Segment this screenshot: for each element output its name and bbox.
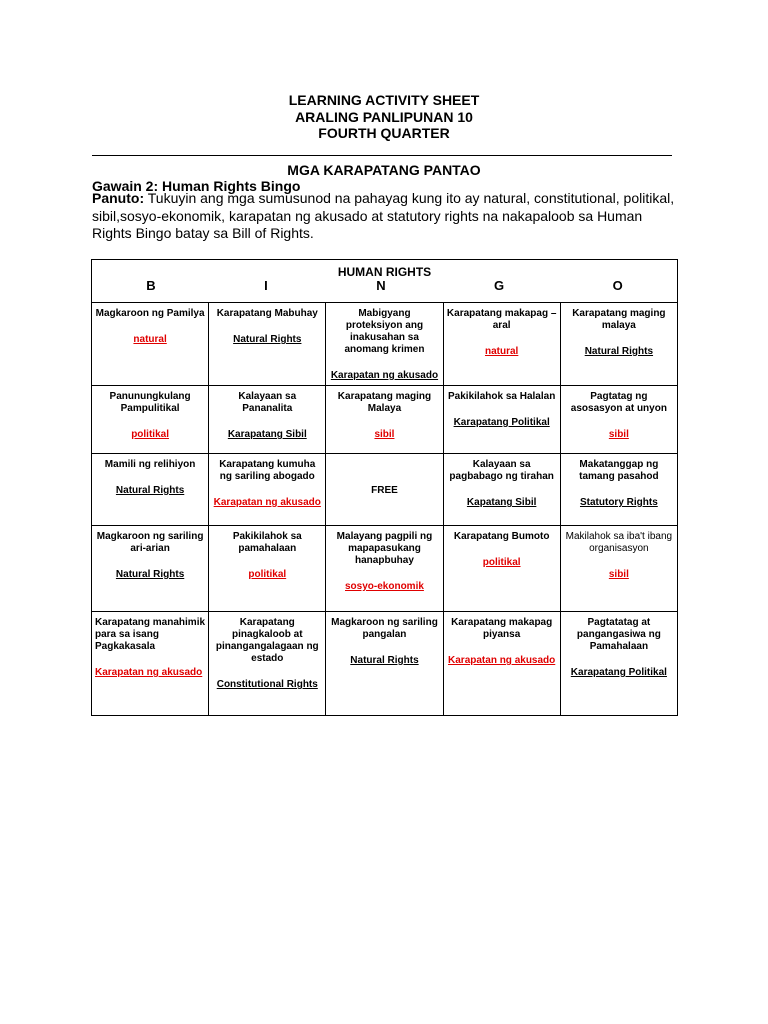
bingo-cell [443,612,560,716]
cell-answer: Karapatan ng akusado [95,667,203,678]
instructions-label: Panuto: [92,190,145,206]
bingo-cell [209,386,326,454]
bingo-cell [560,303,677,386]
bingo-cell [443,454,560,526]
bingo-body [92,303,678,716]
bingo-letter-i: I [264,278,268,293]
bingo-row [92,303,678,386]
bingo-cell [443,386,560,454]
cell-prompt: Karapatang Mabuhay [216,308,318,319]
bingo-cell [326,526,443,612]
bingo-cell [326,386,443,454]
cell-prompt: Kalayaan sa Pananalita [238,391,297,414]
sheet-header [0,92,768,142]
cell-answer: sibil [374,429,395,440]
cell-answer: Karapatan ng akusado [213,497,321,508]
cell-answer: Natural Rights [115,569,185,580]
cell-prompt: Karapatang maging Malaya [337,391,432,414]
cell-answer: Natural Rights [584,346,654,357]
cell-answer: natural [484,346,519,357]
bingo-cell [326,303,443,386]
header-divider [92,155,672,156]
bingo-letter-o: O [612,278,623,293]
cell-prompt: Karapatang makapag piyansa [451,617,553,640]
cell-answer: Kapatang Sibil [466,497,537,508]
cell-prompt: FREE [371,484,398,496]
cell-answer: Karapatan ng akusado [448,655,556,666]
bingo-letter-g: G [494,278,505,293]
cell-answer: Natural Rights [233,334,302,345]
cell-prompt: Magkaroon ng sariling pangalan [331,617,438,640]
cell-prompt: Pagtatatag at pangangasiwa ng Pamahalaan [576,617,661,652]
bingo-cell [209,612,326,716]
cell-answer: Karapatang Politikal [570,667,667,678]
bingo-letters [92,280,677,292]
bingo-header [92,260,678,303]
cell-answer: Natural Rights [350,655,419,666]
cell-answer: Constitutional Rights [216,679,318,690]
cell-answer: sosyo-ekonomik [345,581,424,592]
cell-prompt: Pagtatag ng asosasyon at unyon [570,391,667,414]
instructions [92,190,682,243]
bingo-cell [209,526,326,612]
bingo-title: HUMAN RIGHTS [337,265,432,279]
cell-prompt: Pakikilahok sa pamahalaan [232,531,302,554]
bingo-cell [560,612,677,716]
header-line-2: ARALING PANLIPUNAN 10 [295,108,473,125]
cell-answer: Karapatang Sibil [227,429,307,440]
cell-answer: sibil [608,569,629,580]
cell-prompt: Malayang pagpili ng mapapasukang hanapbuhay [336,531,433,566]
cell-prompt: Magkaroon ng Pamilya [95,308,205,319]
bingo-cell [92,454,209,526]
bingo-cell [92,526,209,612]
cell-prompt: Karapatang Bumoto [453,531,550,542]
bingo-cell [92,612,209,716]
bingo-cell [560,526,677,612]
cell-answer: sibil [608,429,629,440]
bingo-cell [560,386,677,454]
cell-prompt: Magkaroon ng sariling ari-arian [96,531,204,554]
topic-title: MGA KARAPATANG PANTAO [287,162,481,178]
bingo-cell [209,303,326,386]
bingo-row [92,386,678,454]
cell-answer: Natural Rights [115,485,185,496]
bingo-cell [209,454,326,526]
bingo-cell [326,454,443,526]
cell-prompt: Mabigyang proteksiyon ang inakusahan sa anomang krimen [344,308,425,355]
cell-prompt: Pakikilahok sa Halalan [448,391,556,402]
cell-prompt: Karapatang kumuha ng sariling abogado [219,459,316,482]
bingo-cell [443,303,560,386]
cell-answer: Statutory Rights [579,497,658,508]
cell-prompt: Kalayaan sa pagbabago ng tirahan [449,459,554,482]
bingo-row [92,612,678,716]
bingo-row [92,526,678,612]
header-line-3: FOURTH QUARTER [318,125,450,141]
cell-answer: politikal [131,429,169,440]
cell-answer: Karapatan ng akusado [330,370,439,381]
cell-answer: natural [133,334,167,345]
bingo-cell [326,612,443,716]
cell-prompt: Panunungkulang Pampulitikal [109,391,191,414]
header-line-1: LEARNING ACTIVITY SHEET [288,92,480,108]
cell-prompt: Karapatang maging malaya [572,308,666,331]
cell-prompt: Makilahok sa iba't ibang organisasyon [565,531,673,554]
cell-answer: politikal [482,557,521,568]
cell-prompt: Karapatang pinagkaloob at pinangangalagaan ng estado [215,617,319,664]
bingo-letter-b: B [146,278,156,293]
bingo-cell [92,303,209,386]
activity-title: Gawain 2: Human Rights Bingo [92,178,301,194]
cell-answer: politikal [248,569,287,580]
cell-prompt: Karapatang makapag – aral [446,308,557,331]
instructions-text: Tukuyin ang mga sumusunod na pahayag kung ito ay natural, constitutional, politikal, sibil,sosyo-ekonomik, karapatan ng akusado at statutory rights na nakapaloob sa Human Rights Bingo batay sa Bill of Rights. [92,190,675,241]
cell-prompt: Makatanggap ng tamang pasahod [579,459,659,482]
bingo-letter-n: N [376,278,386,293]
cell-prompt: Mamili ng relihiyon [104,459,196,470]
bingo-row [92,454,678,526]
cell-answer: Karapatang Politikal [453,417,550,428]
cell-prompt: Karapatang manahimik para sa isang Pagkakasala [95,617,206,652]
bingo-cell [443,526,560,612]
bingo-cell [560,454,677,526]
bingo-cell [92,386,209,454]
bingo-table [91,259,678,716]
